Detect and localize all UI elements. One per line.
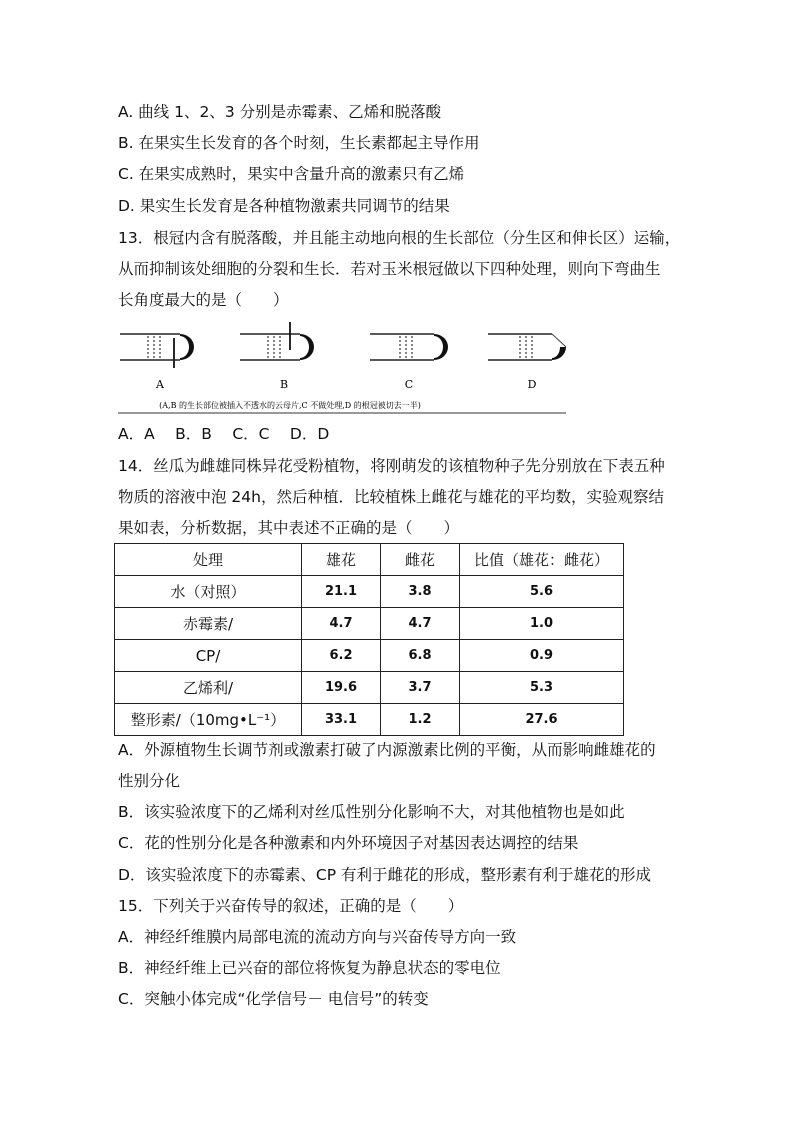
q12-option-b: B. 在果实生长发育的各个时刻，生长素都起主导作用 [118, 134, 480, 152]
table-header-row [115, 544, 624, 576]
root-d [488, 334, 566, 360]
figure-label-c: C [404, 378, 414, 391]
table-row [115, 672, 624, 704]
table-cell-male: 21.1 [302, 576, 381, 608]
table-cell-male: 33.1 [302, 704, 381, 736]
q14-stem-line-1: 14．丝瓜为雌雄同株异花受粉植物，将刚萌发的该植物种子先分别放在下表五种 [118, 457, 665, 475]
table-cell-female: 4.7 [381, 608, 460, 640]
q12-option-a: A. 曲线 1、2、3 分别是赤霉素、乙烯和脱落酸 [118, 103, 442, 121]
table-cell-male: 6.2 [302, 640, 381, 672]
table-header-cell: 雌花 [381, 544, 460, 576]
table-cell-female: 6.8 [381, 640, 460, 672]
table-row [115, 640, 624, 672]
figure-label-d: D [527, 378, 537, 391]
results-table [114, 543, 624, 736]
table-cell-ratio: 5.3 [460, 672, 624, 704]
q15-option-b: B．神经纤维上已兴奋的部位将恢复为静息状态的零电位 [118, 959, 501, 977]
q13-stem-line-1: 13．根冠内含有脱落酸，并且能主动地向根的生长部位（分生区和伸长区）运输， [118, 229, 681, 247]
q13-stem-line-2: 从而抑制该处细胞的分裂和生长．若对玉米根冠做以下四种处理，则向下弯曲生 [118, 260, 661, 278]
table-cell-treatment: 水（对照） [115, 576, 302, 608]
table-row [115, 704, 624, 736]
table-cell-female: 3.8 [381, 576, 460, 608]
table-cell-male: 19.6 [302, 672, 381, 704]
figure-label-b: B [279, 378, 289, 391]
table-cell-treatment: 赤霉素/ [115, 608, 302, 640]
figure-label-a: A [156, 378, 164, 391]
figure-caption: (A,B 的生长部位被插入不透水的云母片,C 不做处理,D 的根冠被切去一半) [159, 401, 421, 410]
q15-option-c: C．突触小体完成“化学信号－ 电信号”的转变 [118, 990, 429, 1008]
root-a [120, 334, 194, 368]
q13-stem-line-3: 长角度最大的是（ ） [118, 291, 289, 309]
q15-option-a: A．神经纤维膜内局部电流的流动方向与兴奋传导方向一致 [118, 928, 517, 946]
table-row [115, 608, 624, 640]
table-cell-ratio: 27.6 [460, 704, 624, 736]
table-cell-ratio: 1.0 [460, 608, 624, 640]
q13-options: A．A B．B C．C D．D [118, 425, 330, 443]
q14-option-c: C．花的性别分化是各种激素和内外环境因子对基因表达调控的结果 [118, 834, 579, 852]
root-c [370, 334, 448, 360]
root-b [240, 322, 314, 360]
q12-option-d: D. 果实生长发育是各种植物激素共同调节的结果 [118, 197, 450, 215]
table-row [115, 576, 624, 608]
q14-option-d: D．该实验浓度下的赤霉素、CP 有利于雌花的形成，整形素有利于雄花的形成 [118, 866, 652, 884]
table-cell-treatment: 乙烯利/ [115, 672, 302, 704]
table-cell-treatment: CP/ [115, 640, 302, 672]
table-cell-treatment: 整形素/（10mg•L⁻¹） [115, 704, 302, 736]
q14-stem-line-2: 物质的溶液中泡 24h，然后种植．比较植株上雌花与雄花的平均数，实验观察结 [118, 488, 664, 506]
root-cap-figure [118, 320, 570, 415]
q12-option-c: C. 在果实成熟时，果实中含量升高的激素只有乙烯 [118, 165, 465, 183]
table-cell-ratio: 5.6 [460, 576, 624, 608]
q14-option-a-line-1: A．外源植物生长调节剂或激素打破了内源激素比例的平衡，从而影响雌雄花的 [118, 741, 656, 759]
table-cell-male: 4.7 [302, 608, 381, 640]
q14-option-a-line-2: 性别分化 [118, 772, 181, 790]
q14-stem-line-3: 果如表，分析数据，其中表述不正确的是（ ） [118, 519, 460, 537]
table-cell-ratio: 0.9 [460, 640, 624, 672]
q14-option-b: B．该实验浓度下的乙烯利对丝瓜性别分化影响不大，对其他植物也是如此 [118, 803, 625, 821]
table-header-cell: 雄花 [302, 544, 381, 576]
q15-stem: 15．下列关于兴奋传导的叙述，正确的是（ ） [118, 897, 464, 915]
table-cell-female: 1.2 [381, 704, 460, 736]
table-header-cell: 处理 [115, 544, 302, 576]
table-cell-female: 3.7 [381, 672, 460, 704]
table-header-cell: 比值（雄花：雌花） [460, 544, 624, 576]
